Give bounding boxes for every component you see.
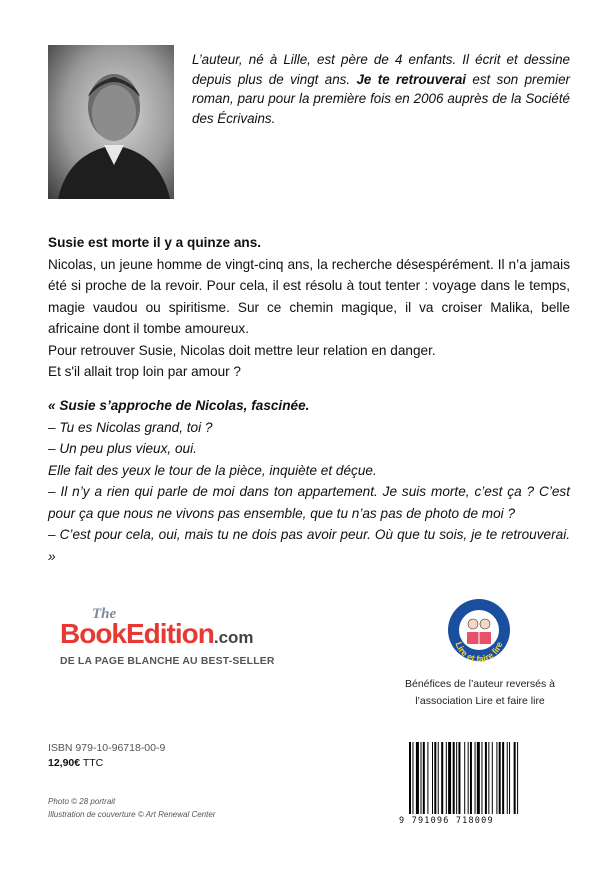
barcode-bar (517, 742, 518, 814)
bio-text-1: L’auteur, né à Lille, est père de 4 enfants. Il écrit et dessine depuis plus de vingt ans. (192, 52, 570, 87)
excerpt-line: Elle fait des yeux le tour de la pièce, inquiète et déçue. (48, 462, 377, 478)
price (48, 757, 103, 769)
lfl-caption-line: l’association Lire et faire lire (415, 694, 545, 707)
barcode-bar (496, 742, 497, 814)
isbn: ISBN 979-10-96718-00-9 (48, 742, 166, 754)
bookedition-logo (60, 608, 320, 678)
barcode-bar (475, 742, 476, 814)
barcode-bar (456, 742, 457, 814)
barcode (399, 742, 558, 840)
barcode-bar (507, 742, 508, 814)
cover-credit: Illustration de couverture © Art Renewal Center (48, 810, 216, 819)
price-suffix: TTC (80, 757, 104, 769)
bio-text-2: est son premier roman, paru pour la première fois en 2006 auprès de la Société des Écrivains. (192, 71, 571, 126)
lfl-logo-text: Lire et faire lire (453, 640, 505, 662)
synopsis-paragraph: Nicolas, un jeune homme de vingt-cinq ans, la recherche désespérément. Il n’a jamais été si proche de la revoir. Pour cela, il est résolu à tout tenter : voyage dans le temps, magie vaudou ou spiritisme. Sur ce chemin magique, il va croiser Malika, belle africaine dont il tombe amoureux. (48, 256, 570, 336)
barcode-bar (434, 742, 436, 814)
barcode-bar (409, 742, 411, 814)
lire-et-faire-lire-logo (447, 598, 511, 662)
barcode-bar (477, 742, 480, 814)
synopsis-paragraph: Et s'il allait trop loin par amour ? (48, 364, 241, 379)
synopsis (48, 232, 570, 383)
author-photo (48, 45, 174, 199)
barcode-bar (423, 742, 425, 814)
book-title: Je te retrouverai (356, 71, 466, 87)
excerpt (48, 395, 570, 567)
logo-the: The (92, 606, 117, 622)
excerpt-line: – Un peu plus vieux, oui. (48, 441, 197, 456)
synopsis-heading: Susie est morte il y a quinze ans. (48, 235, 262, 250)
barcode-bar (514, 742, 516, 814)
barcode-bars (409, 742, 553, 814)
logo-tagline: DE LA PAGE BLANCHE AU BEST-SELLER (60, 656, 275, 667)
barcode-bar (488, 742, 489, 814)
barcode-bar (492, 742, 493, 814)
excerpt-line: – C’est pour cela, oui, mais tu ne dois pas avoir peur. Où que tu sois, je te retrouverai. » (48, 527, 570, 564)
excerpt-line: – Tu es Nicolas grand, toi ? (48, 419, 213, 435)
barcode-bar (421, 742, 422, 814)
barcode-bar (446, 742, 447, 814)
barcode-bar (427, 742, 428, 814)
barcode-bar (464, 742, 465, 814)
barcode-bar (481, 742, 482, 814)
barcode-bar (499, 742, 501, 814)
barcode-bar (438, 742, 439, 814)
barcode-bar (412, 742, 413, 814)
lfl-caption-line: Bénéfices de l’auteur reversés à (405, 678, 555, 690)
barcode-bar (458, 742, 460, 814)
logo-domain: .com (213, 628, 254, 647)
barcode-digits: 9 791096 718009 (399, 816, 494, 826)
logo-main-text: BookEdition (60, 618, 214, 649)
synopsis-paragraph: Pour retrouver Susie, Nicolas doit mettre leur relation en danger. (48, 342, 436, 358)
logo-wordmark (60, 618, 254, 650)
author-portrait-image (48, 45, 174, 199)
excerpt-line: – Il n’y a rien qui parle de moi dans ton appartement. Je suis morte, c’est ça ? C’est pour ça que nous ne vivons pas ensemble, que tu n’as pas de photo de moi ? (48, 484, 570, 521)
photo-credit: Photo © 28 portrait (48, 797, 116, 806)
barcode-bar (432, 742, 433, 814)
barcode-bar (485, 742, 487, 814)
excerpt-heading: « Susie s’approche de Nicolas, fascinée. (48, 398, 310, 413)
barcode-bar (470, 742, 472, 814)
lfl-caption (405, 676, 555, 709)
credits (48, 795, 215, 821)
price-amount: 12,90€ (48, 757, 81, 769)
barcode-bar (448, 742, 451, 814)
barcode-bar (453, 742, 455, 814)
barcode-bar (441, 742, 443, 814)
barcode-bar (502, 742, 504, 814)
barcode-bar (416, 742, 419, 814)
author-bio (192, 50, 570, 128)
barcode-bar (509, 742, 510, 814)
barcode-bar (468, 742, 469, 814)
